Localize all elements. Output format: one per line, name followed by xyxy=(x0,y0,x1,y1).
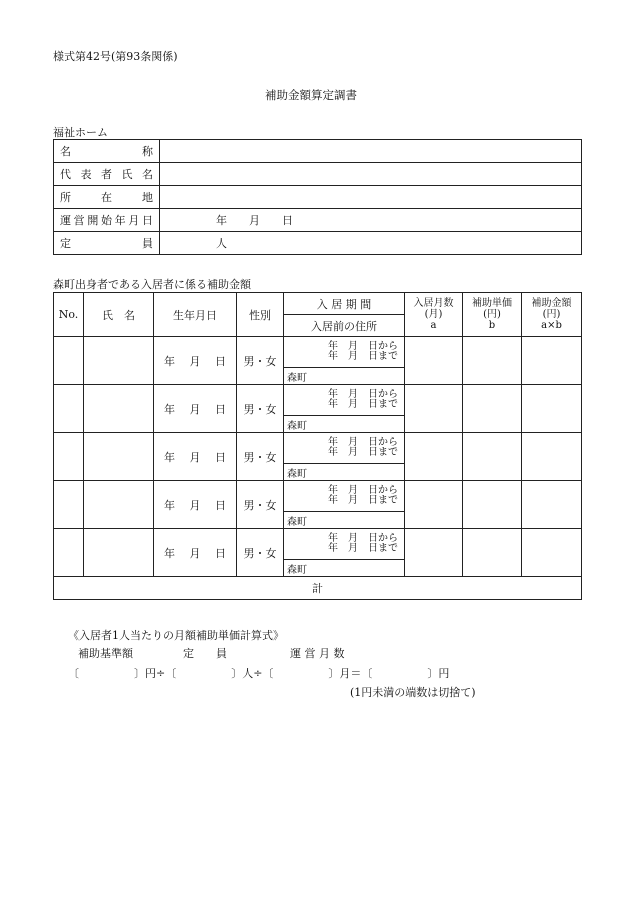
facility-label: 名 称 xyxy=(54,140,160,163)
resident-no[interactable] xyxy=(54,433,84,481)
resident-sex[interactable]: 男・女 xyxy=(237,433,284,481)
resident-sex[interactable]: 男・女 xyxy=(237,529,284,577)
resident-unit[interactable] xyxy=(463,481,522,529)
formula-expression: 〔 〕円÷〔 〕人÷〔 〕月＝〔 〕円 xyxy=(68,667,450,680)
document-title: 補助金額算定調書 xyxy=(265,88,357,102)
resident-prev-address[interactable]: 森町 xyxy=(284,464,405,481)
facility-label: 定 員 xyxy=(54,232,160,255)
resident-name[interactable] xyxy=(84,433,154,481)
resident-row xyxy=(54,433,582,464)
resident-row xyxy=(54,337,582,368)
resident-period[interactable]: 年 月 日から 年 月 日まで xyxy=(284,433,405,464)
resident-amount[interactable] xyxy=(522,385,582,433)
resident-amount[interactable] xyxy=(522,337,582,385)
facility-row xyxy=(54,163,582,186)
facility-value[interactable] xyxy=(160,186,582,209)
facility-label: 所 在 地 xyxy=(54,186,160,209)
header-unit: 補助単価 (円) b xyxy=(463,293,522,337)
resident-period[interactable]: 年 月 日から 年 月 日まで xyxy=(284,529,405,560)
facility-row xyxy=(54,140,582,163)
residents-table xyxy=(53,292,582,600)
resident-unit[interactable] xyxy=(463,529,522,577)
resident-birth[interactable]: 年 月 日 xyxy=(154,433,237,481)
resident-birth[interactable]: 年 月 日 xyxy=(154,529,237,577)
resident-name[interactable] xyxy=(84,529,154,577)
header-months: 入居月数 (月) a xyxy=(405,293,463,337)
facility-value[interactable]: 人 xyxy=(160,232,582,255)
resident-row xyxy=(54,385,582,416)
resident-sex[interactable]: 男・女 xyxy=(237,337,284,385)
header-amount: 補助金額 (円) a×b xyxy=(522,293,582,337)
header-prev-address: 入居前の住所 xyxy=(284,315,405,337)
header-sex: 性別 xyxy=(237,293,284,337)
facility-label: 代 表 者 氏 名 xyxy=(54,163,160,186)
header-name: 氏 名 xyxy=(84,293,154,337)
resident-unit[interactable] xyxy=(463,385,522,433)
formula-label-capacity: 定 員 xyxy=(183,647,227,660)
resident-period[interactable]: 年 月 日から 年 月 日まで xyxy=(284,481,405,512)
resident-sex[interactable]: 男・女 xyxy=(237,385,284,433)
resident-period[interactable]: 年 月 日から 年 月 日まで xyxy=(284,337,405,368)
residents-caption: 森町出身者である入居者に係る補助金額 xyxy=(53,278,251,291)
resident-no[interactable] xyxy=(54,529,84,577)
resident-birth[interactable]: 年 月 日 xyxy=(154,337,237,385)
resident-amount[interactable] xyxy=(522,481,582,529)
facility-table xyxy=(53,139,582,255)
resident-birth[interactable]: 年 月 日 xyxy=(154,385,237,433)
resident-name[interactable] xyxy=(84,385,154,433)
resident-months[interactable] xyxy=(405,481,463,529)
resident-name[interactable] xyxy=(84,481,154,529)
resident-prev-address[interactable]: 森町 xyxy=(284,512,405,529)
form-number: 様式第42号(第93条関係) xyxy=(53,50,178,63)
header-birth: 生年月日 xyxy=(154,293,237,337)
resident-row xyxy=(54,529,582,560)
resident-period[interactable]: 年 月 日から 年 月 日まで xyxy=(284,385,405,416)
resident-amount[interactable] xyxy=(522,529,582,577)
formula-label-base: 補助基準額 xyxy=(78,647,133,660)
facility-value[interactable] xyxy=(160,163,582,186)
facility-label: 運 営 開 始 年 月 日 xyxy=(54,209,160,232)
resident-sex[interactable]: 男・女 xyxy=(237,481,284,529)
resident-birth[interactable]: 年 月 日 xyxy=(154,481,237,529)
formula-note: (1円未満の端数は切捨て) xyxy=(350,686,476,699)
header-no: No. xyxy=(54,293,84,337)
formula-heading: 《入居者1人当たりの月額補助単価計算式》 xyxy=(68,629,284,642)
resident-months[interactable] xyxy=(405,433,463,481)
resident-no[interactable] xyxy=(54,481,84,529)
formula-label-months: 運 営 月 数 xyxy=(290,647,345,660)
resident-no[interactable] xyxy=(54,337,84,385)
resident-months[interactable] xyxy=(405,385,463,433)
resident-prev-address[interactable]: 森町 xyxy=(284,560,405,577)
resident-unit[interactable] xyxy=(463,433,522,481)
header-period: 入 居 期 間 xyxy=(284,293,405,315)
resident-prev-address[interactable]: 森町 xyxy=(284,368,405,385)
facility-row xyxy=(54,232,582,255)
resident-name[interactable] xyxy=(84,337,154,385)
facility-value[interactable]: 年 月 日 xyxy=(160,209,582,232)
resident-unit[interactable] xyxy=(463,337,522,385)
facility-caption: 福祉ホーム xyxy=(53,126,108,139)
resident-months[interactable] xyxy=(405,529,463,577)
facility-value[interactable] xyxy=(160,140,582,163)
resident-prev-address[interactable]: 森町 xyxy=(284,416,405,433)
resident-amount[interactable] xyxy=(522,433,582,481)
facility-row xyxy=(54,209,582,232)
facility-row xyxy=(54,186,582,209)
resident-row xyxy=(54,481,582,512)
resident-no[interactable] xyxy=(54,385,84,433)
resident-months[interactable] xyxy=(405,337,463,385)
total-label: 計 xyxy=(54,577,582,600)
